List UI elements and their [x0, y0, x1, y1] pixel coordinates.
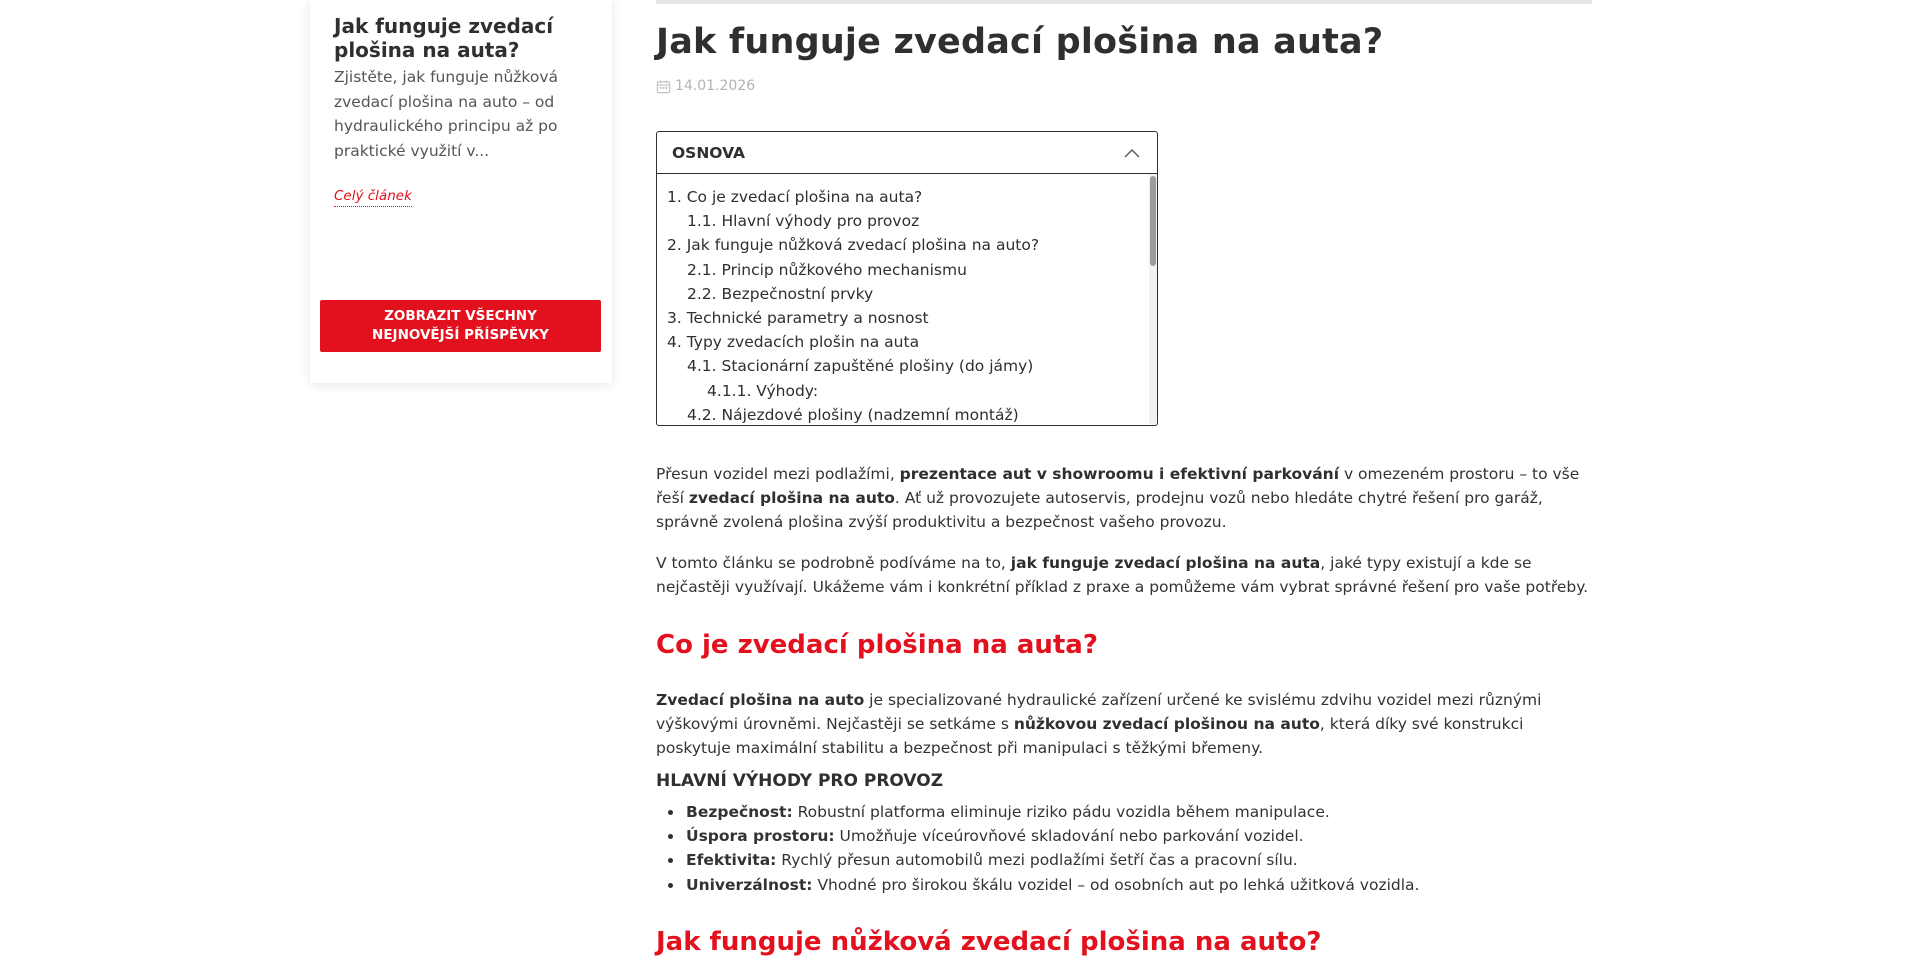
- list-item: [656, 800, 1419, 824]
- toc-item[interactable]: 2.1. Princip nůžkového mechanismu: [687, 260, 967, 279]
- list-item-text: Robustní platforma eliminuje riziko pádu vozidla během manipulace.: [792, 803, 1330, 821]
- bold-span: prezentace aut v showroomu i efektivní parkování: [899, 465, 1340, 483]
- toc-item[interactable]: 1.1. Hlavní výhody pro provoz: [687, 212, 920, 231]
- list-item-text: Vhodné pro širokou škálu vozidel – od osobních aut po lehká užitková vozidla.: [812, 875, 1420, 894]
- list-item-label: Bezpečnost:: [686, 803, 793, 821]
- top-divider: [656, 0, 1592, 4]
- table-of-contents: [656, 131, 1158, 426]
- list-item-label: Úspora prostoru:: [686, 827, 835, 846]
- section-heading-1: Co je zvedací plošina na auta?: [656, 630, 1098, 660]
- latest-post-excerpt: Zjistěte, jak funguje nůžková zvedací plošina na auto – od hydraulického principu až po praktické využití v...: [334, 68, 558, 160]
- toc-item[interactable]: 3. Technické parametry a nosnost: [667, 309, 929, 328]
- toc-body: [657, 174, 1157, 424]
- post-date: [656, 78, 755, 94]
- list-item-label: Efektivita:: [686, 851, 777, 870]
- toc-item[interactable]: 4. Typy zvedacích plošin na auta: [667, 333, 920, 352]
- bold-span: Zvedací plošina na auto: [656, 691, 865, 709]
- list-item: [656, 824, 1419, 848]
- text-span: v omezeném prostoru – to vše řeší: [656, 465, 1580, 508]
- list-item: [656, 873, 1419, 897]
- toc-scrollbar[interactable]: [1149, 174, 1157, 424]
- list-item: [656, 848, 1419, 872]
- post-date-text: 14.01.2026: [675, 78, 756, 94]
- read-more-link[interactable]: Celý článek: [334, 188, 412, 207]
- chevron-up-icon[interactable]: [1123, 147, 1141, 159]
- toc-item[interactable]: 2.2. Bezpečnostní prvky: [687, 284, 874, 303]
- text-span: Přesun vozidel mezi podlažími,: [656, 465, 900, 483]
- bold-span: nůžkovou zvedací plošinou na auto: [1013, 715, 1320, 734]
- calendar-icon: [656, 79, 671, 94]
- toc-list: [657, 174, 1157, 424]
- text-span: . Ať už provozujete autoservis, prodejnu vozů nebo hledáte chytré řešení pro garáž, správně zvolená plošina zvýší produktivitu a bezpečnost vašeho provozu.: [656, 489, 1543, 532]
- list-item-text: Umožňuje víceúrovňové skladování nebo parkování vozidel.: [834, 827, 1304, 846]
- toc-title: OSNOVA: [672, 143, 746, 162]
- toc-item[interactable]: 2. Jak funguje nůžková zvedací plošina na auto?: [667, 236, 1040, 255]
- bold-span: jak funguje zvedací plošina na auta: [1010, 554, 1321, 572]
- latest-post-title[interactable]: Jak funguje zvedací plošina na auta?: [334, 14, 554, 62]
- toc-header[interactable]: [657, 132, 1157, 174]
- toc-scrollbar-thumb[interactable]: [1150, 176, 1156, 266]
- intro-paragraph-1: [656, 462, 1596, 535]
- text-span: , která díky své konstrukci poskytuje maximální stabilitu a bezpečnost při manipulaci s těžkými břemeny.: [656, 715, 1524, 758]
- section1-paragraph: [656, 688, 1596, 761]
- section1-subheading: HLAVNÍ VÝHODY PRO PROVOZ: [656, 771, 944, 791]
- all-posts-button[interactable]: ZOBRAZIT VŠECHNY NEJNOVĚJŠÍ PŘÍSPĚVKY: [320, 300, 601, 352]
- list-item-text: Rychlý přesun automobilů mezi podlažími šetří čas a pracovní sílu.: [776, 851, 1298, 870]
- text-span: je specializované hydraulické zařízení určené ke svislému zdvihu vozidel mezi různými výškovými úrovněmi. Nejčastěji se setkáme s: [656, 691, 1542, 734]
- section-heading-2: Jak funguje nůžková zvedací plošina na auto?: [656, 927, 1322, 957]
- text-span: , jaké typy existují a kde se nejčastěji využívají. Ukážeme vám i konkrétní příklad z praxe a pomůžeme vám vybrat správné řešení pro vaše potřeby.: [656, 554, 1589, 597]
- intro-paragraph-2: [656, 551, 1596, 599]
- toc-item[interactable]: 1. Co je zvedací plošina na auta?: [667, 188, 923, 206]
- page-title: Jak funguje zvedací plošina na auta?: [656, 22, 1384, 62]
- bold-span: zvedací plošina na auto: [688, 489, 895, 508]
- text-span: V tomto článku se podrobně podíváme na to,: [656, 554, 1011, 572]
- latest-post-card: [310, 0, 612, 383]
- advantages-list: [656, 800, 1419, 897]
- toc-item[interactable]: 4.1.1. Výhody:: [707, 381, 819, 400]
- toc-item[interactable]: 4.2. Nájezdové plošiny (nadzemní montáž): [687, 405, 1019, 424]
- list-item-label: Univerzálnost:: [686, 875, 813, 894]
- toc-item[interactable]: 4.1. Stacionární zapuštěné plošiny (do jámy): [687, 357, 1034, 376]
